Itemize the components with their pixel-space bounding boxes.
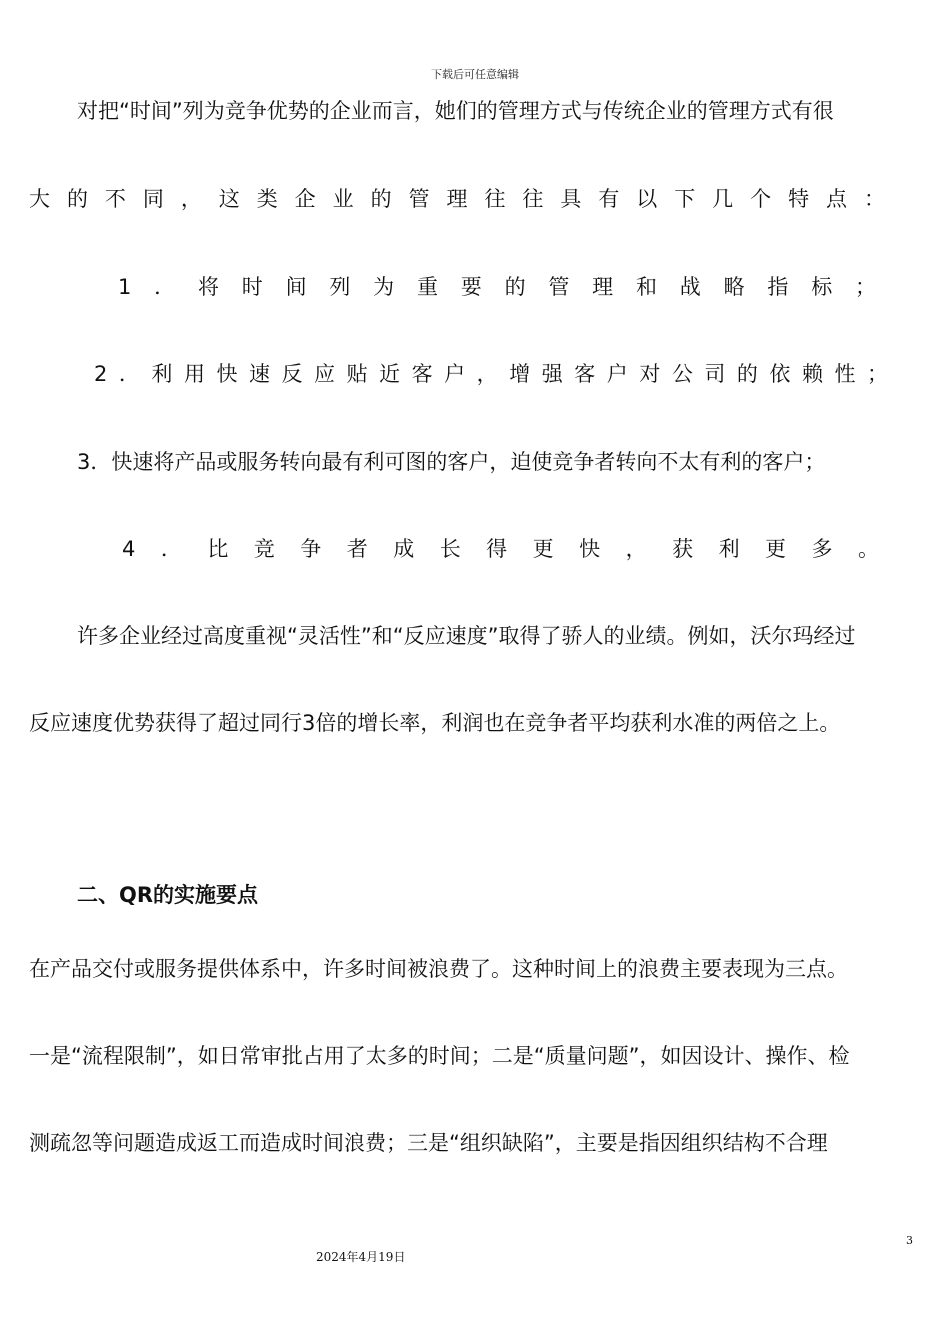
paragraph-line: 测疏忽等问题造成返工而造成时间浪费；三是“组织缺陷”，主要是指因组织结构不合理 [29, 1131, 828, 1155]
paragraph-line: 一是“流程限制”，如日常审批占用了太多的时间；二是“质量问题”，如因设计、操作、检 [29, 1044, 850, 1068]
paragraph-line: 在产品交付或服务提供体系中，许多时间被浪费了。这种时间上的浪费主要表现为三点。 [29, 957, 848, 981]
paragraph-line: 对把“时间”列为竞争优势的企业而言，她们的管理方式与传统企业的管理方式有很 [77, 99, 834, 123]
paragraph-line: 大的不同，这类企业的管理往往具有以下几个特点： [29, 187, 885, 211]
paragraph-line: 许多企业经过高度重视“灵活性”和“反应速度”取得了骄人的业绩。例如，沃尔玛经过 [77, 624, 856, 648]
page-header: 下载后可任意编辑 [431, 68, 519, 81]
list-item: 1．将时间列为重要的管理和战略指标； [118, 275, 876, 299]
list-item: 2．利用快速反应贴近客户，增强客户对公司的依赖性； [94, 362, 888, 386]
paragraph-line: 反应速度优势获得了超过同行3倍的增长率，利润也在竞争者平均获利水准的两倍之上。 [29, 711, 841, 735]
footer-date: 2024年4月19日 [316, 1250, 406, 1264]
section-heading: 二、QR的实施要点 [77, 883, 259, 907]
page-number: 3 [906, 1234, 913, 1247]
list-item: 3．快速将产品或服务转向最有利可图的客户，迫使竞争者转向不太有利的客户； [77, 450, 826, 474]
list-item: 4．比竞争者成长得更快，获利更多。 [122, 537, 879, 561]
